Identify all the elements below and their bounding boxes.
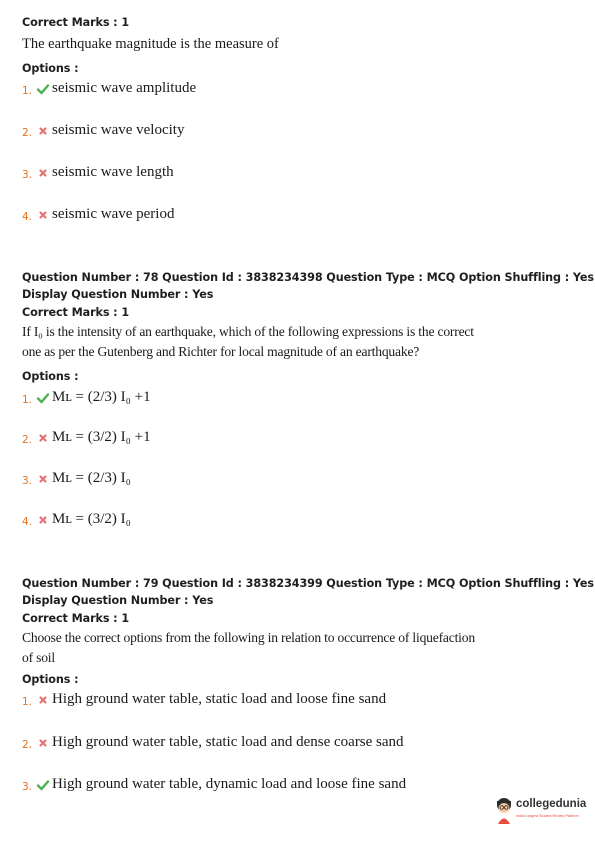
- collegedunia-logo: [494, 796, 594, 834]
- option-text: seismic wave amplitude: [52, 80, 197, 96]
- question-text-line-2: one as per the Gutenberg and Richter for local magnitude of an earthquake?: [22, 344, 420, 359]
- cross-icon: [36, 736, 50, 750]
- option-formula: Mʟ = (2/3) I₀: [52, 470, 131, 486]
- option-formula: Mʟ = (3/2) I₀: [52, 511, 131, 527]
- check-icon: [36, 82, 50, 96]
- option-text: seismic wave period: [52, 206, 175, 222]
- option-number: 2.: [22, 739, 33, 751]
- logo-wordmark: collegedunia: [516, 798, 587, 810]
- display-question-number: Display Question Number : Yes: [22, 594, 214, 607]
- option-number: 1.: [22, 394, 33, 406]
- question-header: Question Number : 78 Question Id : 3838234398 Question Type : MCQ Option Shuffling : Yes: [22, 271, 594, 284]
- question-text: The earthquake magnitude is the measure of: [22, 36, 279, 52]
- question-text-line-1: If I₀ is the intensity of an earthquake, which of the following expressions is the correct: [22, 324, 474, 339]
- question-text-line-1: Choose the correct options from the following in relation to occurrence of liquefaction: [22, 630, 475, 645]
- option-number: 3.: [22, 169, 33, 181]
- option-formula: Mʟ = (2/3) I₀ +1: [52, 389, 151, 405]
- display-question-number: Display Question Number : Yes: [22, 288, 214, 301]
- cross-icon: [36, 124, 50, 138]
- option-number: 4.: [22, 516, 33, 528]
- cross-icon: [36, 513, 50, 527]
- option-formula: Mʟ = (3/2) I₀ +1: [52, 429, 151, 445]
- option-text: seismic wave velocity: [52, 122, 185, 138]
- option-text: seismic wave length: [52, 164, 174, 180]
- options-label: Options :: [22, 370, 79, 383]
- option-number: 2.: [22, 434, 33, 446]
- option-number: 3.: [22, 781, 33, 793]
- correct-marks-label: Correct Marks : 1: [22, 612, 130, 625]
- check-icon: [36, 391, 50, 405]
- option-number: 1.: [22, 85, 33, 97]
- options-label: Options :: [22, 673, 79, 686]
- correct-marks-label: Correct Marks : 1: [22, 16, 130, 29]
- cross-icon: [36, 693, 50, 707]
- cross-icon: [36, 166, 50, 180]
- option-text: High ground water table, static load and dense coarse sand: [52, 734, 404, 750]
- options-label: Options :: [22, 62, 79, 75]
- option-text: High ground water table, dynamic load and loose fine sand: [52, 776, 407, 792]
- option-number: 1.: [22, 696, 33, 708]
- option-number: 4.: [22, 211, 33, 223]
- correct-marks-label: Correct Marks : 1: [22, 306, 130, 319]
- option-number: 2.: [22, 127, 33, 139]
- option-number: 3.: [22, 475, 33, 487]
- question-text-line-2: of soil: [22, 650, 55, 665]
- cross-icon: [36, 472, 50, 486]
- question-header: Question Number : 79 Question Id : 3838234399 Question Type : MCQ Option Shuffling : Yes: [22, 577, 594, 590]
- cross-icon: [36, 208, 50, 222]
- mascot-icon: [494, 796, 514, 826]
- cross-icon: [36, 431, 50, 445]
- check-icon: [36, 778, 50, 792]
- option-text: High ground water table, static load and loose fine sand: [52, 691, 387, 707]
- logo-tagline: India's largest Student Review Platform: [516, 814, 579, 818]
